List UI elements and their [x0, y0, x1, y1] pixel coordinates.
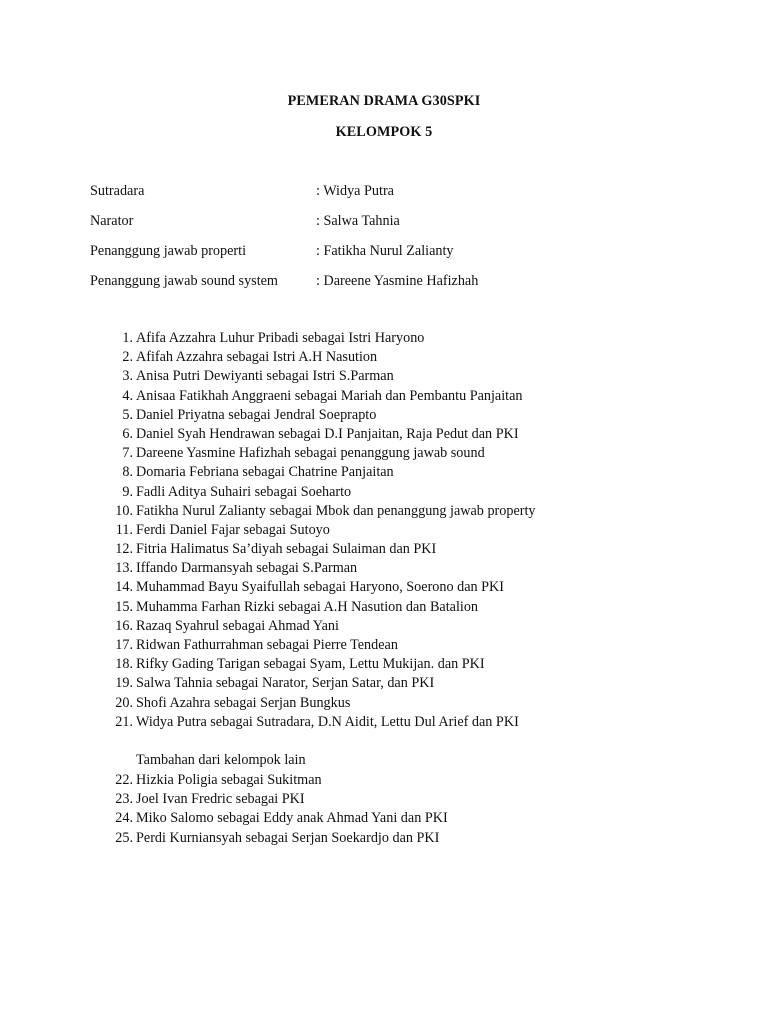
role-row-sound-system — [90, 271, 710, 301]
list-item — [100, 636, 720, 655]
list-number: 23. — [115, 791, 133, 808]
list-item — [100, 617, 720, 636]
list-number: 16. — [115, 617, 133, 634]
role-row-properti — [90, 241, 710, 271]
list-number: 22. — [115, 772, 133, 788]
list-text: Daniel Syah Hendrawan sebagai D.I Panjaitan, Raja Pedut dan PKI — [136, 425, 519, 442]
list-number: 14. — [115, 579, 133, 596]
list-item — [100, 502, 720, 521]
list-number: 17. — [115, 637, 133, 653]
list-text: Fitria Halimatus Sa’diyah sebagai Sulaiman dan PKI — [136, 541, 437, 558]
list-number: 25. — [115, 829, 133, 846]
list-item — [100, 406, 720, 425]
list-number: 11. — [115, 521, 133, 538]
role-label: Narator — [90, 213, 134, 229]
document-title: PEMERAN DRAMA G30SPKI — [287, 93, 481, 109]
list-number: 3. — [122, 368, 133, 385]
list-item — [100, 694, 720, 713]
list-item — [100, 521, 720, 540]
list-number: 18. — [115, 656, 133, 673]
role-value: : Fatikha Nurul Zalianty — [316, 243, 454, 259]
role-value: : Dareene Yasmine Hafizhah — [316, 273, 479, 289]
role-value: : Salwa Tahnia — [316, 213, 400, 229]
list-item — [100, 540, 720, 559]
list-text: Afifa Azzahra Luhur Pribadi sebagai Istri Haryono — [136, 330, 425, 346]
list-number: 19. — [115, 675, 133, 692]
list-number: 12. — [115, 541, 133, 558]
list-text: Razaq Syahrul sebagai Ahmad Yani — [136, 617, 339, 634]
list-number: 4. — [122, 387, 133, 404]
role-value: : Widya Putra — [316, 183, 394, 199]
list-number: 7. — [122, 445, 133, 462]
roles-section — [90, 181, 710, 301]
role-label: Penanggung jawab sound system — [90, 273, 278, 289]
list-number: 1. — [122, 330, 133, 346]
list-number: 9. — [122, 483, 133, 500]
extra-cast-list — [100, 771, 720, 848]
list-item — [100, 790, 720, 809]
list-item — [100, 771, 720, 790]
list-number: 6. — [122, 425, 133, 442]
list-item — [100, 367, 720, 386]
list-item — [100, 425, 720, 444]
list-item — [100, 829, 720, 848]
role-row-sutradara — [90, 181, 710, 211]
list-item — [100, 598, 720, 617]
list-text: Domaria Febriana sebagai Chatrine Panjaitan — [136, 464, 394, 481]
list-text: Anisa Putri Dewiyanti sebagai Istri S.Parman — [136, 368, 394, 385]
list-text: Salwa Tahnia sebagai Narator, Serjan Satar, dan PKI — [136, 675, 435, 692]
list-item — [100, 463, 720, 482]
list-number: 15. — [115, 598, 133, 615]
list-text: Iffando Darmansyah sebagai S.Parman — [136, 560, 358, 577]
list-item — [100, 444, 720, 463]
document-subtitle: KELOMPOK 5 — [335, 124, 433, 140]
list-text: Ferdi Daniel Fajar sebagai Sutoyo — [136, 521, 330, 538]
list-number: 20. — [115, 694, 133, 711]
list-text: Anisaa Fatikhah Anggraeni sebagai Mariah dan Pembantu Panjaitan — [136, 387, 523, 404]
list-text: Fatikha Nurul Zalianty sebagai Mbok dan penanggung jawab property — [136, 502, 536, 519]
list-item — [100, 387, 720, 406]
list-item — [100, 674, 720, 693]
list-number: 8. — [122, 464, 133, 481]
list-item — [100, 713, 720, 732]
role-label: Penanggung jawab properti — [90, 243, 247, 259]
list-text: Daniel Priyatna sebagai Jendral Soeprapto — [136, 406, 377, 423]
list-number: 21. — [115, 713, 133, 730]
cast-list — [100, 329, 720, 732]
list-text: Fadli Aditya Suhairi sebagai Soeharto — [136, 483, 352, 500]
list-item — [100, 483, 720, 502]
role-row-narator — [90, 211, 710, 241]
list-text: Widya Putra sebagai Sutradara, D.N Aidit, Lettu Dul Arief dan PKI — [136, 713, 519, 730]
list-number: 2. — [122, 349, 133, 366]
list-item — [100, 655, 720, 674]
extra-heading: Tambahan dari kelompok lain — [136, 752, 306, 768]
role-label: Sutradara — [90, 183, 145, 199]
list-item — [100, 578, 720, 597]
list-text: Muhamma Farhan Rizki sebagai A.H Nasution dan Batalion — [136, 598, 479, 615]
list-item — [100, 348, 720, 367]
list-text: Afifah Azzahra sebagai Istri A.H Nasution — [136, 349, 378, 366]
list-text: Shofi Azahra sebagai Serjan Bungkus — [136, 694, 351, 711]
list-text: Rifky Gading Tarigan sebagai Syam, Lettu Mukijan. dan PKI — [136, 656, 485, 673]
list-text: Joel Ivan Fredric sebagai PKI — [136, 791, 305, 808]
list-text: Muhammad Bayu Syaifullah sebagai Haryono, Soerono dan PKI — [136, 579, 505, 596]
list-item — [100, 809, 720, 828]
list-number: 13. — [115, 560, 133, 577]
list-text: Dareene Yasmine Hafizhah sebagai penanggung jawab sound — [136, 445, 485, 462]
list-number: 24. — [115, 810, 133, 827]
list-text: Ridwan Fathurrahman sebagai Pierre Tendean — [136, 637, 398, 653]
list-text: Miko Salomo sebagai Eddy anak Ahmad Yani dan PKI — [136, 810, 448, 827]
list-number: 5. — [122, 406, 133, 423]
list-text: Hizkia Poligia sebagai Sukitman — [136, 772, 322, 788]
list-item — [100, 329, 720, 348]
list-item — [100, 559, 720, 578]
list-text: Perdi Kurniansyah sebagai Serjan Soekardjo dan PKI — [136, 829, 440, 846]
list-number: 10. — [115, 502, 133, 519]
